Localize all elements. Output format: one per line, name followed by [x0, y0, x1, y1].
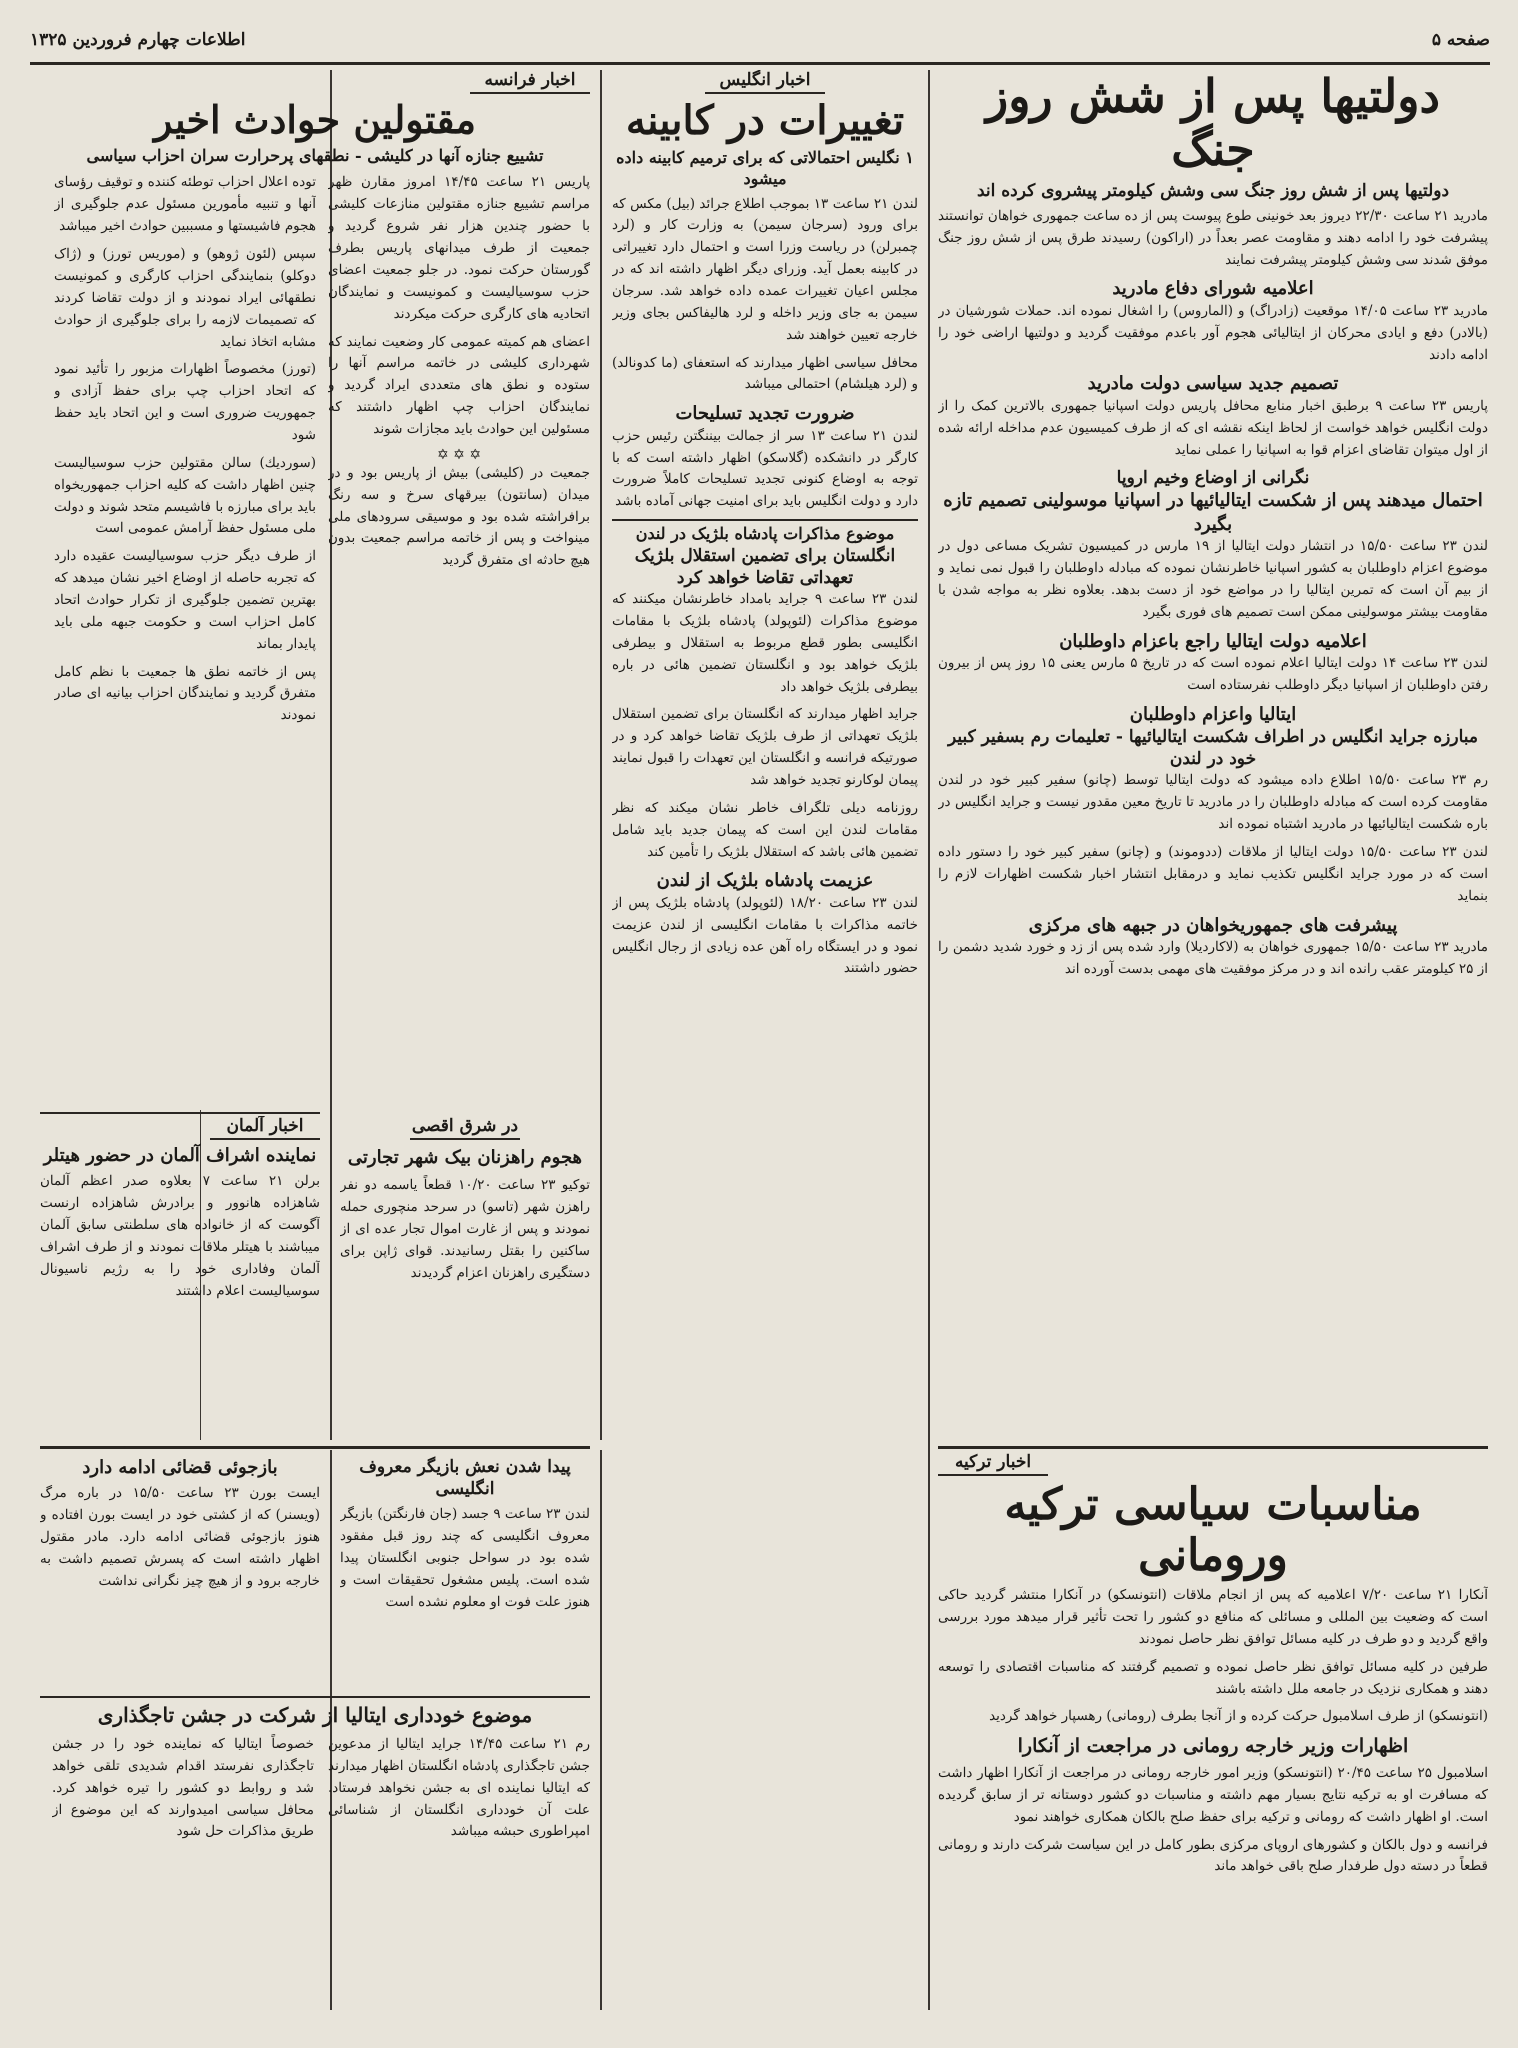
article-text: طرفین در کلیه مسائل توافق نظر حاصل نموده و تصمیم گرفتند که مناسبات اقتصادی را توسعه دهند و همکاری نزدیک در جامعه ملل داشته باشند: [938, 1658, 1488, 1697]
section-heading: ضرورت تجدید تسلیحات: [675, 403, 855, 425]
column-france: [40, 70, 590, 1110]
divider-rule: [40, 1112, 320, 1114]
column-divider: [928, 1450, 930, 2010]
column-divider: [600, 1450, 602, 2010]
column-england: [612, 70, 918, 2010]
column-divider: [928, 70, 930, 1500]
article-text: (انتونسکو) از طرف اسلامبول حرکت کرده و از آنجا بطرف (رومانی) رهسپار خواهد گردید: [989, 1708, 1488, 1725]
article-text: توده اعلال احزاب توطئه کننده و توقیف رؤسای آنها و تنبیه مأمورین مسئول عدم جلوگیری از هجوم فاشیستها و مسببین حوادث اخیر میباشد: [54, 174, 316, 235]
divider-rule: [40, 1446, 590, 1449]
headline-inquiry: بازجوئی قضائی ادامه دارد: [82, 1457, 278, 1478]
ornament-icon: ✡ ✡ ✡: [436, 446, 482, 463]
article-text: مادرید ۲۱ ساعت ۲۲/۳۰ دیروز بعد خونینی طوع پیوست پس از ده ساعت جمهوری خواهان توانستند پیشرفت خود را ادامه دهند و مقاومت عصر بعداً در (اراکون) رسیدند طرق پس از شش روز جنگ موفق شدند سی وشش کیلومتر پیشرفت نمایند: [938, 207, 1488, 268]
article-text: پاریس ۲۱ ساعت ۱۴/۴۵ امروز مقارن ظهر مراسم تشییع جنازه مقتولین منازعات کلیشی با حضور چندین هزار نفر شروع گردید و جمعیت از طرف میدانهای پاریس بطرف گورستان حرکت نمود. در جلو جمعیت اعضای حزب سوسیالیست و کمونیست و نمایندگان اتحادیه های کارگری حرکت میکردند: [328, 174, 590, 322]
article-text: آنکارا ۲۱ ساعت ۷/۲۰ اعلامیه که پس از انجام ملاقات (انتونسکو) در آنکارا منتشر گردید حاکی است که وضعیت بین المللی و مسائلی که منافع دو کشور را تحت تأثیر قرار میدهد مورد بررسی واقع گردید و دو طرف در کلیه مسائل توافق نظر حاصل نمودند: [938, 1587, 1488, 1647]
header-rule: [30, 62, 1490, 65]
headline-romania-minister: اظهارات وزیر خارجه رومانی در مراجعت از آنکارا: [1017, 1735, 1409, 1758]
article-text: اعضای هم کمیته عمومی کار وضعیت نمایند که شهرداری کلیشی در خاتمه مراسم آنها را ستوده و نطق های متعددی ایراد گردید و نمایندگان احزاب چپ اظهار داشتند که مسئولین این حوادث باید مجازات شوند: [328, 333, 590, 437]
article-germany: [40, 1116, 320, 1446]
section-tag: اخبار ترکیه: [938, 1452, 1048, 1476]
column-turkey: [938, 1452, 1488, 2017]
article-text: مادرید ۲۳ ساعت ۱۵/۵۰ جمهوری خواهان به (لاکاردیلا) وارد شده پس از زد و خورد شدید دشمن را از ۲۵ کیلومتر عقب رانده اند و در مرکز موفقیت های مهمی بدست آورده اند: [938, 938, 1488, 977]
headline-spain: دولتیها پس از شش روز جنگ: [985, 70, 1441, 176]
section-heading: احتمال میدهند پس از شکست ایتالیائیها در اسپانیا موسولینی تصمیم تازه بگیرد: [943, 490, 1483, 535]
article-inquiry: [40, 1456, 320, 1686]
article-text: لندن ۲۱ ساعت ۱۳ بموجب اطلاع جرائد (بیل) مکس که برای ورود (سرجان سیمن) به وزارت کار و (لرد چمبرلن) در ریاست وزرا است و احتمال دارد تغییراتی در کابینه بعمل آید. وزرای دیگر اظهار داشته اند که در مجلس اعیان تغییرات عمده داده خواهد شد. سرجان سیمن به جای وزیر داخله و لرد هالیفاکس بجای وزیر خارجه تعیین خواهند شد: [612, 195, 918, 343]
article-text: توکیو ۲۳ ساعت ۱۰/۲۰ قطعاً یاسمه دو نفر راهزن شهر (تاسو) در سرحد منچوری حمله نمودند و پس از غارت اموال تجار عده ای از ساکنین را بقتل رسانیدند. قوای ژاپن برای دستگیری راهزنان اعزام گردیدند: [340, 1177, 590, 1281]
section-heading: نگرانی از اوضاع وخیم اروپا: [1116, 468, 1310, 489]
subcolumn-right: [328, 172, 590, 733]
article-text: (تورز) مخصوصاً اظهارات مزبور را تأئید نمود که اتحاد احزاب چپ برای حفظ آزادی و جمهوریت ضروری است و این اتحاد باید حفظ شود: [54, 361, 316, 443]
article-text: ایست بورن ۲۳ ساعت ۱۵/۵۰ در باره مرگ (ویسنر) که از کشتی خود در ایست بورن افتاده و هنوز بازجوئی قضائی ادامه دارد. مادر مقتول اظهار داشته است که پسرش تصمیم داشت به خارجه برود و از هیچ چیز نگرانی نداشت: [40, 1485, 320, 1589]
headline-france: مقتولین حوادث اخیر: [154, 97, 476, 142]
section-heading: مبارزه جراید انگلیس در اطراف شکست ایتالیائیها - تعلیمات رم بسفیر کبیر خود در لندن: [948, 727, 1478, 770]
article-text: جمعیت در (کلیشی) بیش از پاریس بود و در میدان (سانتون) بیرقهای سرخ و سه رنگ برافراشته شده بود و موسیقی سرودهای ملی مینواخت و پس از خاتمه مراسم جمعیت بدون هیچ حادثه ای متفرق گردید: [328, 464, 590, 569]
page-number: صفحه ۵: [1431, 30, 1490, 50]
article-text: فرانسه و دول بالکان و کشورهای اروپای مرکزی بطور کامل در این سیاست شرکت دارند و رومانی قطعاً در دسته دول طرفدار صلح باقی خواهد ماند: [938, 1836, 1488, 1875]
article-text: لندن ۲۱ ساعت ۱۳ سر از جمالت بیننگتن رئیس حزب کارگر در دانشکده (گلاسکو) اظهار داشته است که با توجه به اوضاع کنونی تجدید تسلیحات کاملاً ضرورت دارد و دولت انگلیس باید برای امنیت جهانی آماده باشد: [612, 427, 918, 510]
subhead-cabinet: ۱ نگلیس احتمالاتی که برای ترمیم کابینه داده میشود: [616, 148, 914, 188]
article-text: اسلامبول ۲۵ ساعت ۲۰/۴۵ (انتونسکو) وزیر امور خارجه رومانی در مراجعت از آنکارا اظهار داشت که مسافرت او به ترکیه نتایج بسیار مهم داشته و مناسبات دو کشور دوستانه تر از سابق گردیده است. او اظهار داشت که رومانی و ترکیه برای حفظ صلح بالکان همکاری خواهند نمود: [938, 1765, 1488, 1825]
headline-italy-coronation: موضوع خودداری ایتالیا از شرکت در جشن تاجگذاری: [97, 1703, 533, 1727]
article-text: پاریس ۲۳ ساعت ۹ برطبق اخبار منابع محافل پاریس دولت اسپانیا جمهوری بالاترین کمک را از دولت انگلیس خواهد خواست از لحاظ اینکه نقشه ای که از طرف کمیسیون عدم مداخله ارائه شده از اول میتوان تقاضای اعزام قوا به اسپانیا را عملی نماید: [938, 397, 1488, 458]
article-actor: [340, 1456, 590, 1686]
page-header: [30, 30, 1490, 58]
headline-cabinet: تغییرات در کابینه: [625, 97, 905, 144]
column-divider: [600, 70, 602, 1440]
article-text: لندن ۲۳ ساعت ۱۸/۲۰ (لئوپولد) پادشاه بلژیک پس از خاتمه مذاکرات با مقامات انگلیسی از لندن عزیمت نمود و در ایستگاه راه آهن عده زیادی از رجال انگلیس حضور داشتند: [612, 894, 918, 977]
section-heading: اعلامیه شورای دفاع مادرید: [1112, 278, 1314, 300]
headline-actor: پیدا شدن نعش بازیگر معروف انگلیسی: [359, 1457, 571, 1500]
article-text: رم ۲۱ ساعت ۱۴/۴۵ جراید ایتالیا از مدعوین جشن تاجگذاری پادشاه انگلستان اظهار میدارند که ایتالیا نماینده ای به جشن نخواهد فرستاد. علت آن خودداری انگلستان از شناسائی امپراطوری حبشه میباشد: [328, 1736, 590, 1840]
section-tag: اخبار آلمان: [210, 1116, 320, 1140]
section-tag: در شرق اقصی: [410, 1116, 520, 1140]
section-heading: موضوع مذاکرات پادشاه بلژیک در لندن: [612, 519, 918, 545]
headline-turkey: مناسبات سیاسی ترکیه ورومانی: [1004, 1479, 1422, 1581]
section-heading: اعلامیه دولت ایتالیا راجع باعزام داوطلبان: [1059, 630, 1367, 652]
headline-far-east: هجوم راهزنان بیک شهر تجارتی: [347, 1147, 583, 1168]
paper-title: اطلاعات چهارم فروردین ۱۳۲۵: [30, 30, 246, 50]
article-text: لندن ۲۳ ساعت ۹ جراید بامداد خاطرنشان میکنند که موضوع مذاکرات (لئوپولد) پادشاه بلژیک با مقامات انگلیسی بطور قطع مربوط به استقلال و بیطرفی بلژیک خواهد بود و انگلستان تضمین هائی در باره بیطرفی بلژیک خواهد داد: [612, 591, 918, 695]
headline-germany: نماینده اشراف آلمان در حضور هیتلر: [43, 1145, 317, 1166]
section-heading: پیشرفت های جمهوریخواهان در جبهه های مرکزی: [1028, 914, 1398, 936]
section-heading: ایتالیا واعزام داوطلبان: [1129, 703, 1297, 725]
section-tag: اخبار انگلیس: [705, 70, 825, 94]
article-text: لندن ۲۳ ساعت ۱۵/۵۰ دولت ایتالیا از ملاقات (ددوموند) و (چانو) سفیر کبیر خود را دستور داده است که در مورد جراید انگلیس تکذیب نماید و درمقابل انتشار اخبار شکست اظهارات لازم را بنماید: [938, 843, 1488, 904]
article-text: جراید اظهار میدارند که انگلستان برای تضمین استقلال بلژیک تعهداتی از طرف بلژیک تقاضا خواهد کرد و در صورتیکه فرانسه و انگلستان این تعهدات را قبول نمایند پیمان لوکارنو تجدید خواهد شد: [612, 706, 918, 789]
article-text: برلن ۲۱ ساعت ۷ بعلاوه صدر اعظم آلمان شاهزاده هانوور و برادرش شاهزاده ارنست آگوست که از خانواده های سلطنتی سابق آلمان میباشند با هیتلر ملاقات نمودند و از طرف اشراف آلمان وفاداری خود را به رژیم ناسیونال سوسیالیست اعلام داشتند: [40, 1173, 320, 1299]
article-text: روزنامه دیلی تلگراف خاطر نشان میکند که نظر مقامات لندن این است که پیمان جدید باید شامل تضمین هائی باشد که استقلال بلژیک را تأمین کند: [612, 799, 918, 860]
article-italy-coronation: [40, 1702, 590, 2012]
divider-rule: [938, 1446, 1488, 1449]
divider-rule: [40, 1696, 590, 1698]
article-text: مادرید ۲۳ ساعت ۱۴/۰۵ موقعیت (زادراگ) و (الماروس) را اشغال نموده اند. حملات شورشیان در (بالادر) دفع و ایادی محرکان از ایتالیائی هجوم آور باعدم موفقیت گردید و دولتیها اراضی خود را ادامه دادند: [938, 302, 1488, 363]
section-heading: انگلستان برای تضمین استقلال بلژیک تعهداتی تقاضا خواهد کرد: [634, 545, 896, 589]
article-far-east: [340, 1116, 590, 1446]
subhead-spain: دولتیها پس از شش روز جنگ سی وشش کیلومتر پیشروی کرده اند: [976, 180, 1450, 201]
article-text: محافل سیاسی اظهار میدارند که استعفای (ما کدونالد) و (لرد هیلشام) احتمالی میباشد: [612, 354, 918, 393]
section-tag: اخبار فرانسه: [470, 70, 590, 94]
column-spain: [938, 70, 1488, 1450]
article-text: لندن ۲۳ ساعت ۹ جسد (جان فارنگتن) بازیگر معروف انگلیسی که چند روز قبل مفقود شده بود در سواحل جنوبی انگلستان پیدا شده است. پلیس مشغول تحقیقات است و هنوز علت فوت او معلوم نشده است: [340, 1506, 590, 1610]
subhead-france: تشییع جنازه آنها در کلیشی - نطقهای پرحرارت سران احزاب سیاسی: [86, 145, 544, 165]
article-text: پس از خاتمه نطق ها جمعیت با نظم کامل متفرق گردید و نمایندگان احزاب بیانیه ای صادر نمودند: [54, 663, 316, 724]
article-text: رم ۲۳ ساعت ۱۵/۵۰ اطلاع داده میشود که دولت ایتالیا توسط (چانو) سفیر کبیر خود در لندن مقاومت کرده است که مبادله داوطلبان را در مادرید تا تاریخ معین مقدور نیست و جراید انگلیس در باره شکست ایتالیائیها در مادرید اشتباه نموده اند: [938, 772, 1488, 833]
article-text: از طرف دیگر حزب سوسیالیست عقیده دارد که تجربه حاصله از اوضاع اخیر نشان میدهد که بهترین تضمین جلوگیری از تکرار حوادث اتحاد کامل احزاب است و حکومت جبهه ملی باید پایدار بماند: [54, 548, 316, 652]
article-text: لندن ۲۳ ساعت ۱۴ دولت ایتالیا اعلام نموده است که در تاریخ ۵ مارس یعنی ۱۵ روز پس از بیرون رفتن داوطلبان از اسپانیا دیگر داوطلب نفرستاده است: [938, 655, 1488, 693]
article-text: سپس (لئون ژوهو) و (موریس تورز) و (ژاک دوکلو) بنمایندگی احزاب کارگری و کمونیست نطقهائی ایراد نمودند و از دولت تقاضا کردند که تصمیمات لازمه را برای جلوگیری از حوادث مشابه اتخاذ نماید: [54, 246, 316, 350]
subcolumn-left: [54, 172, 316, 733]
article-text: لندن ۲۳ ساعت ۱۵/۵۰ در انتشار دولت ایتالیا از ۱۹ مارس در کمیسیون تشریک مساعی دول در موضوع اعزام داوطلبان به کشور اسپانیا خاطرنشان نموده که مبادله داوطلبان را قبول نمی نماید و از بیم آن است که تمرین ایتالیا را در مواضع خود از دست بدهد. بعلاوه نظر به مواجه شدن با مقاومت بیشتر موسولینی ممکن است تصمیم های فوری بگیرد: [938, 538, 1488, 620]
section-heading: تصمیم جدید سیاسی دولت مادرید: [1087, 373, 1339, 395]
article-text: خصوصاً ایتالیا که نماینده خود را در جشن تاجگذاری نفرستد اقدام شدیدی تلقی خواهد شد و روابط دو کشور را تیره خواهد کرد. محافل سیاسی امیدوارند که این موضوع از طریق مذاکرات حل شود: [52, 1736, 314, 1840]
section-heading: عزیمت پادشاه بلژیک از لندن: [656, 870, 874, 892]
article-text: (سوردیك) سالن مقتولین حزب سوسیالیست چنین اظهار داشت که کلیه احزاب جمهوریخواه باید برای مبارزه با فاشیسم متحد شوند و دولت ملی مسئول حفظ آرامش عمومی است: [54, 454, 316, 537]
